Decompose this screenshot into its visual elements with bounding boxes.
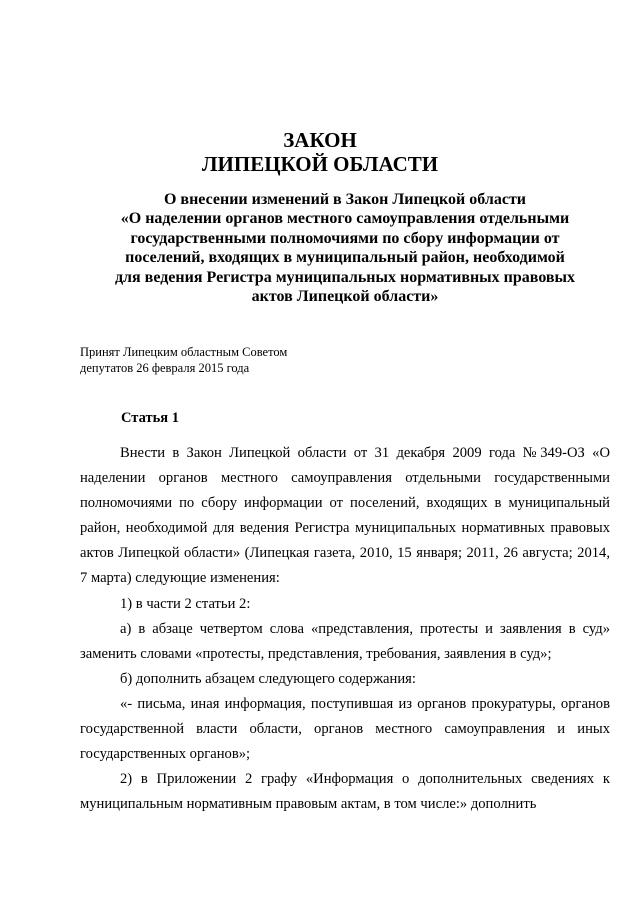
subtitle-line: поселений, входящих в муниципальный район, необходимой — [125, 249, 565, 267]
body-paragraph: а) в абзаце четвертом слова «представления, протесты и заявления в суд» заменить словами «протесты, представления, требования, заявления в суд»; — [80, 620, 610, 662]
adoption-note — [80, 344, 380, 376]
subtitle-line: для ведения Регистра муниципальных нормативных правовых — [114, 268, 576, 286]
adoption-note-line-2: депутатов 26 февраля 2015 года — [80, 361, 250, 375]
body-paragraph: 2) в Приложении 2 графу «Информация о дополнительных сведениях к муниципальным нормативным правовым актам, в том числе:» дополнить — [80, 771, 610, 813]
subtitle-line: О внесении изменений в Закон Липецкой области — [163, 191, 527, 208]
subtitle-line: «О наделении органов местного самоуправления отдельными — [120, 210, 570, 228]
body-paragraph: б) дополнить абзацем следующего содержания: — [120, 670, 416, 687]
body-paragraph: 1) в части 2 статьи 2: — [120, 595, 251, 612]
law-title — [0, 128, 640, 176]
subtitle-line: государственными полномочиями по сбору информации от — [130, 229, 560, 247]
subtitle-line: актов Липецкой области» — [251, 288, 439, 306]
body-paragraph: «- письма, иная информация, поступившая из органов прокуратуры, органов государственной власти области, органов местного самоуправления и иных государственных органов»; — [80, 695, 610, 763]
law-subtitle — [80, 190, 610, 306]
adoption-note-line-1: Принят Липецким областным Советом — [80, 345, 288, 359]
article-heading: Статья 1 — [121, 410, 179, 426]
body-paragraph: Внести в Закон Липецкой области от 31 декабря 2009 года №349-ОЗ «О наделении органов местного самоуправления отдельными государственными полномочиями по сбору информации от поселений, входящих в муниципальный район, необходимой для ведения Регистра муниципальных нормативных правовых актов Липецкой области» (Липецкая газета, 2010, 15 января; 2011, 26 августа; 2014, 7 марта) следующие изменения: — [80, 445, 610, 587]
article-body — [80, 441, 610, 817]
law-title-line-2: ЛИПЕЦКОЙ ОБЛАСТИ — [201, 152, 439, 176]
law-title-line-1: ЗАКОН — [283, 128, 357, 152]
